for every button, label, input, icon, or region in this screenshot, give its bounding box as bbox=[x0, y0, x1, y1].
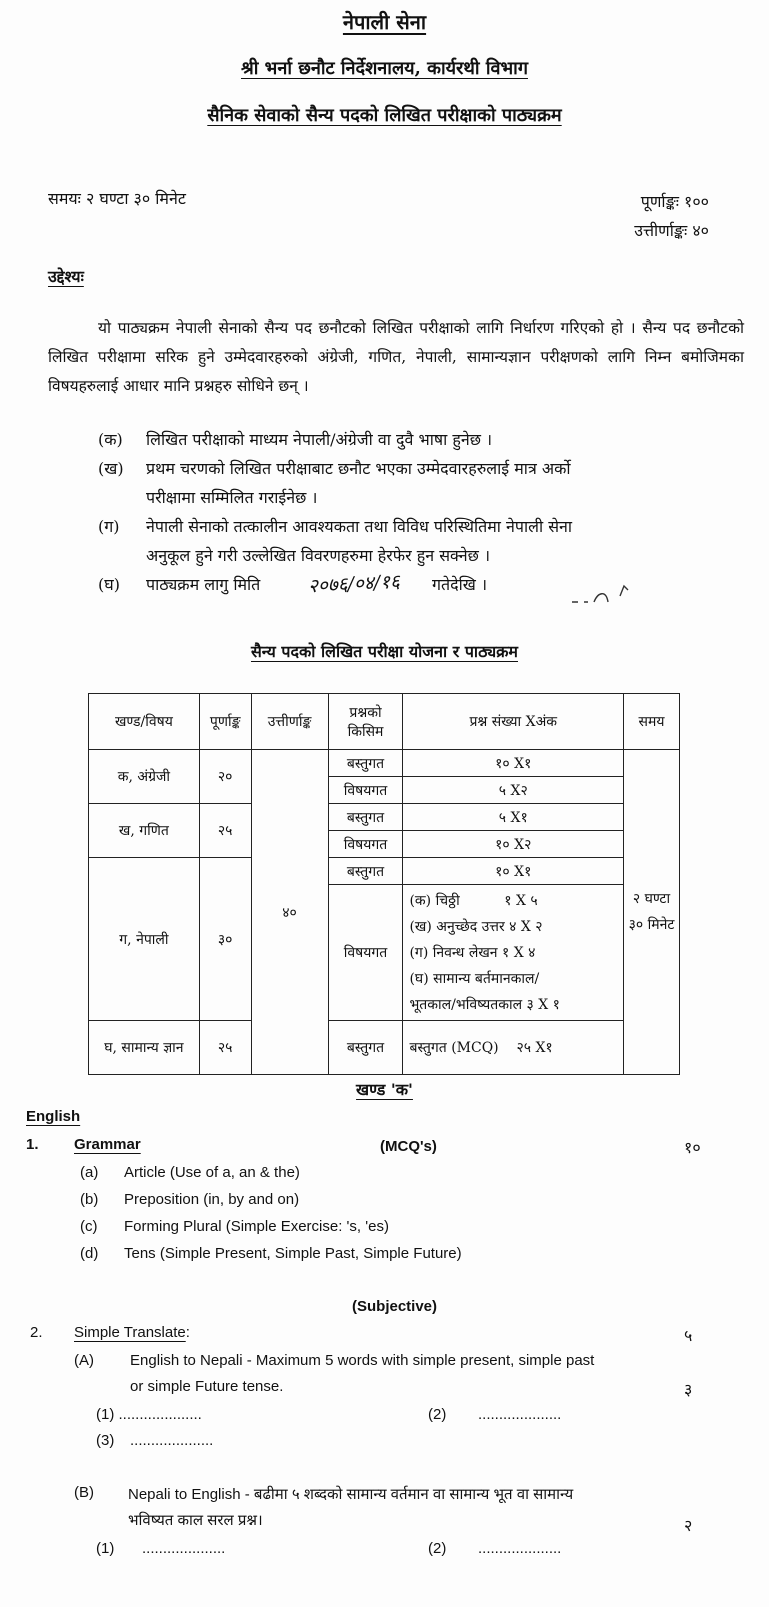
q2a-line1: English to Nepali - Maximum 5 words with simple present, simple past bbox=[130, 1352, 595, 1369]
nepali-sub-line: (घ) सामान्य बर्तमानकाल/ bbox=[409, 970, 540, 987]
cell-marks-gk: २५ bbox=[199, 1021, 251, 1075]
note-text-gha: पाठ्यक्रम लागु मिति bbox=[146, 575, 261, 594]
note-text-ka: लिखित परीक्षाको माध्यम नेपाली/अंग्रेजी वा दुवै भाषा हुनेछ । bbox=[146, 430, 493, 449]
q2-colon: : bbox=[185, 1324, 190, 1341]
cell-type: बस्तुगत bbox=[328, 1021, 403, 1075]
q2-marks: ५ bbox=[684, 1326, 693, 1345]
cell-count: ५ X१ bbox=[403, 804, 624, 831]
subject-english: English bbox=[26, 1108, 81, 1125]
q1-item-text: Tens (Simple Present, Simple Past, Simple Future) bbox=[124, 1245, 462, 1262]
objective-paragraph bbox=[48, 314, 744, 401]
section-title: खण्ड 'क' bbox=[356, 1080, 413, 1099]
q2b-line2: भविष्यत काल सरल प्रश्न। bbox=[128, 1512, 263, 1529]
cell-nepali-subjective bbox=[403, 885, 624, 1021]
q2b-blank-1-label: (1) bbox=[96, 1540, 115, 1557]
note-date-suffix: गतेदेखि । bbox=[432, 575, 488, 594]
q2a-blank-2: .................... bbox=[478, 1406, 562, 1423]
note-text-kha-1: प्रथम चरणको लिखित परीक्षाबाट छनौट भएका उम्मेदवारहरुलाई मात्र अर्को bbox=[146, 459, 571, 478]
q2a-blank-2-label: (2) bbox=[428, 1406, 447, 1423]
cell-type: बस्तुगत bbox=[328, 750, 403, 777]
note-text-ga-2: अनुकूल हुने गरी उल्लेखित विवरणहरुमा हेरफेर हुन सक्नेछ । bbox=[146, 546, 491, 565]
q2a-line2: or simple Future tense. bbox=[130, 1378, 284, 1395]
q1-marks: १० bbox=[684, 1138, 701, 1157]
q1-item-label: (b) bbox=[80, 1191, 99, 1208]
q1-item-label: (a) bbox=[80, 1164, 99, 1181]
cell-type: विषयगत bbox=[328, 885, 403, 1021]
q2b-marks: २ bbox=[684, 1516, 693, 1535]
q1-title: Grammar bbox=[74, 1136, 141, 1153]
note-text-ga-1: नेपाली सेनाको तत्कालीन आवश्यकता तथा विविध परिस्थितिमा नेपाली सेना bbox=[146, 517, 573, 536]
cell-marks-english: २० bbox=[199, 750, 251, 804]
table-row bbox=[89, 858, 680, 885]
note-mark-ga: (ग) bbox=[98, 517, 120, 536]
q1-item-label: (c) bbox=[80, 1218, 98, 1235]
q2-number: 2. bbox=[30, 1324, 43, 1341]
exam-time: समयः २ घण्टा ३० मिनेट bbox=[48, 189, 186, 208]
full-marks: पूर्णाङ्कः १०० bbox=[640, 192, 709, 211]
cell-type: बस्तुगत bbox=[328, 804, 403, 831]
cell-subject-math: ख, गणित bbox=[89, 804, 200, 858]
cell-subject-nepali: ग, नेपाली bbox=[89, 858, 200, 1021]
subjective-label: (Subjective) bbox=[352, 1298, 438, 1315]
handwritten-date: २०७६/०४/१६ bbox=[307, 570, 401, 598]
q2-title: Simple Translate bbox=[74, 1324, 186, 1341]
syllabus-title: सैनिक सेवाको सैन्य पदको लिखित परीक्षाको पाठ्यक्रम bbox=[207, 105, 562, 126]
note-mark-kha: (ख) bbox=[98, 459, 124, 478]
objective-text: यो पाठ्यक्रम नेपाली सेनाको सैन्य पद छनौटको लिखित परीक्षाको लागि निर्धारण गरिएको हो । सैन्य पद छनौटको लिखित परीक्षामा सरिक हुने उम्मेदवारहरुको अंग्रेजी, गणित, नेपाली, सामान्यज्ञान परीक्षणको लागि निम्न बमोजिमका विषयहरुलाई आधार मानि प्रश्नहरु सोधिने छन् । bbox=[48, 319, 744, 395]
cell-count: १० X१ bbox=[403, 858, 624, 885]
table-header-row bbox=[89, 694, 680, 750]
nepali-sub-line: (क) चिठ्ठी १ X ५ bbox=[409, 892, 538, 909]
pass-marks: उत्तीर्णाङ्कः ४० bbox=[634, 221, 709, 240]
cell-type: विषयगत bbox=[328, 777, 403, 804]
cell-subject-english: क, अंग्रेजी bbox=[89, 750, 200, 804]
cell-count: १० X१ bbox=[403, 750, 624, 777]
header-subject: खण्ड/विषय bbox=[89, 694, 200, 750]
cell-pass-marks: ४० bbox=[251, 750, 328, 1075]
exam-plan-table bbox=[88, 693, 680, 1075]
q2a-blank-1: (1) .................... bbox=[96, 1406, 202, 1423]
header-question-type: प्रश्नको किसिम bbox=[328, 694, 403, 750]
header-full-marks: पूर्णाङ्क bbox=[199, 694, 251, 750]
cell-type: विषयगत bbox=[328, 831, 403, 858]
table-row bbox=[89, 804, 680, 831]
q2a-blank-3-label: (3) bbox=[96, 1432, 115, 1449]
q2a-blank-3: .................... bbox=[130, 1432, 214, 1449]
cell-marks-nepali: ३० bbox=[199, 858, 251, 1021]
cell-marks-math: २५ bbox=[199, 804, 251, 858]
q1-item-label: (d) bbox=[80, 1245, 99, 1262]
header-time: समय bbox=[624, 694, 680, 750]
note-mark-ka: (क) bbox=[98, 430, 123, 449]
nepali-sub-line: भूतकाल/भविष्यतकाल ३ X १ bbox=[409, 996, 560, 1013]
q2a-label: (A) bbox=[74, 1352, 94, 1369]
nepali-sub-line: (ख) अनुच्छेद उत्तर ४ X २ bbox=[409, 918, 543, 935]
header-question-count: प्रश्न संख्या Xअंक bbox=[403, 694, 624, 750]
table-row bbox=[89, 1021, 680, 1075]
q2b-blank-2: .................... bbox=[478, 1540, 562, 1557]
cell-count: बस्तुगत (MCQ) २५ X१ bbox=[403, 1021, 624, 1075]
table-title: सैन्य पदको लिखित परीक्षा योजना र पाठ्यक्रम bbox=[250, 642, 518, 661]
signature-mark bbox=[568, 578, 638, 608]
cell-type: बस्तुगत bbox=[328, 858, 403, 885]
q2b-blank-1: .................... bbox=[142, 1540, 226, 1557]
q1-number: 1. bbox=[26, 1136, 39, 1153]
nepali-sub-line: (ग) निवन्ध लेखन १ X ४ bbox=[409, 944, 536, 961]
header-pass-marks: उत्तीर्णाङ्क bbox=[251, 694, 328, 750]
q2a-marks: ३ bbox=[684, 1380, 693, 1399]
note-text-kha-2: परीक्षामा सम्मिलित गराईनेछ । bbox=[146, 488, 318, 507]
q2b-blank-2-label: (2) bbox=[428, 1540, 447, 1557]
org-title: नेपाली सेना bbox=[342, 10, 427, 34]
cell-count: १० X२ bbox=[403, 831, 624, 858]
q1-type: (MCQ's) bbox=[380, 1138, 437, 1155]
cell-count: ५ X२ bbox=[403, 777, 624, 804]
cell-time: २ घण्टा ३० मिनेट bbox=[624, 750, 680, 1075]
q1-item-text: Preposition (in, by and on) bbox=[124, 1191, 300, 1208]
note-mark-gha: (घ) bbox=[98, 575, 120, 594]
q1-item-text: Forming Plural (Simple Exercise: 's, 'es) bbox=[124, 1218, 389, 1235]
q2b-label: (B) bbox=[74, 1484, 94, 1501]
q1-item-text: Article (Use of a, an & the) bbox=[124, 1164, 300, 1181]
objective-heading: उद्देश्यः bbox=[48, 267, 84, 286]
directorate-title: श्री भर्ना छनौट निर्देशनालय, कार्यरथी विभाग bbox=[241, 58, 528, 79]
q2b-line1: Nepali to English - बढीमा ५ शब्दको सामान्य वर्तमान वा सामान्य भूत वा सामान्य bbox=[128, 1486, 574, 1503]
table-row bbox=[89, 750, 680, 777]
cell-subject-gk: घ, सामान्य ज्ञान bbox=[89, 1021, 200, 1075]
q2-title-wrap bbox=[74, 1324, 190, 1341]
